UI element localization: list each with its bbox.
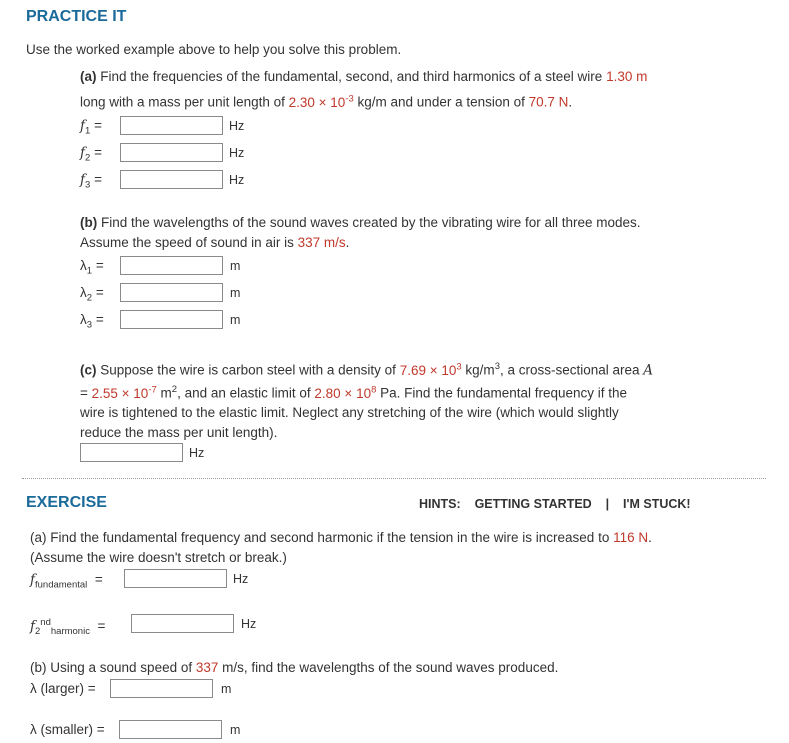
lambda3-label: $\lambda_3$ = xyxy=(80,312,104,331)
f1-label: $f_1$ = xyxy=(80,118,102,137)
sound-speed: 337 m/s xyxy=(297,235,346,250)
exercise-b-line1: (b) Using a sound speed of 337 m/s, find the wavelengths of the sound waves produced. xyxy=(30,660,559,675)
lambda2-label: $\lambda_2$ = xyxy=(80,285,104,304)
f-fundamental-label: $f_{fundamental}$ = xyxy=(30,572,103,591)
f3-unit: Hz xyxy=(229,173,245,187)
new-tension: 116 N xyxy=(613,530,649,545)
lambda-smaller-unit: m xyxy=(230,723,241,737)
hint-divider: | xyxy=(605,497,610,511)
lambda3-input[interactable] xyxy=(120,310,223,329)
practice-title: PRACTICE IT xyxy=(26,8,127,25)
part-c-label: (c) xyxy=(80,362,97,378)
hint-stuck-link[interactable]: I'M STUCK! xyxy=(623,497,691,511)
hints-bar xyxy=(419,497,691,511)
hint-getting-started-link[interactable]: GETTING STARTED xyxy=(474,497,592,511)
part-c-input[interactable] xyxy=(80,443,183,462)
part-a-line2: long with a mass per unit length of $2.30 \times 10^{-3}$ kg/m and under a tension of 70.7 N. xyxy=(80,93,573,110)
exercise-title: EXERCISE xyxy=(26,494,107,511)
part-c-line2: = $2.55 \times 10^{-7}$ $m^2$, and an elastic limit of $2.80 \times 10^8$ Pa. Find the fundamental frequency if the xyxy=(80,384,628,401)
f2-unit: Hz xyxy=(229,146,245,160)
f-fundamental-input[interactable] xyxy=(124,569,227,588)
f3-input[interactable] xyxy=(120,170,223,189)
exercise-sound-speed: 337 xyxy=(195,660,219,675)
part-c-line1: (c) Suppose the wire is carbon steel with a density of $7.69 \times 10^3$ $kg/m^3$, a cross-sectional area A xyxy=(80,361,654,379)
part-b-label: (b) xyxy=(80,215,98,230)
exercise-a-line2: (Assume the wire doesn't stretch or break.) xyxy=(30,550,287,565)
f-fundamental-unit: Hz xyxy=(233,572,249,586)
part-c-line3: wire is tightened to the elastic limit. Neglect any stretching of the wire (which would slightly xyxy=(80,405,619,420)
part-a-line1 xyxy=(80,69,647,84)
density-value: $7.69 \times 10^3$ xyxy=(399,361,462,378)
lambda1-label: $\lambda_1$ = xyxy=(80,258,104,277)
part-a-label: (a) xyxy=(80,69,97,84)
part-b-line1: (b) Find the wavelengths of the sound waves created by the vibrating wire for all three modes. xyxy=(80,215,641,230)
lambda2-unit: m xyxy=(230,286,241,300)
part-b-line2: Assume the speed of sound in air is 337 m/s. xyxy=(80,235,350,250)
f1-unit: Hz xyxy=(229,119,245,133)
lambda-larger-unit: m xyxy=(221,682,232,696)
part-a-text3: kg/m and under a tension of xyxy=(353,94,529,110)
wire-length: 1.30 m xyxy=(606,69,648,84)
f3-label: $f_3$ = xyxy=(80,172,102,191)
f2-label: $f_2$ = xyxy=(80,145,102,164)
lambda3-unit: m xyxy=(230,313,241,327)
mass-per-length: $2.30 \times 10^{-3}$ xyxy=(288,93,354,110)
exercise-a-line1: (a) Find the fundamental frequency and second harmonic if the tension in the wire is increased to 116 N. xyxy=(30,530,652,545)
lambda2-input[interactable] xyxy=(120,283,223,302)
f-2nd-harmonic-unit: Hz xyxy=(241,617,257,631)
f1-input[interactable] xyxy=(120,116,223,135)
f-2nd-harmonic-input[interactable] xyxy=(131,614,234,633)
lambda-smaller-input[interactable] xyxy=(119,720,222,739)
f-2nd-harmonic-label: $f_2^{nd}_{harmonic}$ = xyxy=(30,617,106,638)
lambda-larger-label: λ (larger) = xyxy=(30,681,96,696)
part-a-text2: long with a mass per unit length of xyxy=(80,94,289,110)
section-divider xyxy=(22,478,766,479)
part-a-text1: Find the frequencies of the fundamental, second, and third harmonics of a steel wire xyxy=(100,69,607,84)
elastic-limit-value: $2.80 \times 10^8$ xyxy=(314,384,377,401)
f2-input[interactable] xyxy=(120,143,223,162)
lambda1-unit: m xyxy=(230,259,241,273)
lambda1-input[interactable] xyxy=(120,256,223,275)
part-c-line4: reduce the mass per unit length). xyxy=(80,425,278,440)
lambda-larger-input[interactable] xyxy=(110,679,213,698)
area-value: $2.55 \times 10^{-7}$ xyxy=(91,384,157,401)
hints-label: HINTS: xyxy=(419,497,461,511)
lambda-smaller-label: λ (smaller) = xyxy=(30,722,105,737)
wire-tension: 70.7 N xyxy=(528,94,569,110)
practice-intro: Use the worked example above to help you solve this problem. xyxy=(26,42,402,57)
part-c-unit: Hz xyxy=(189,446,205,460)
